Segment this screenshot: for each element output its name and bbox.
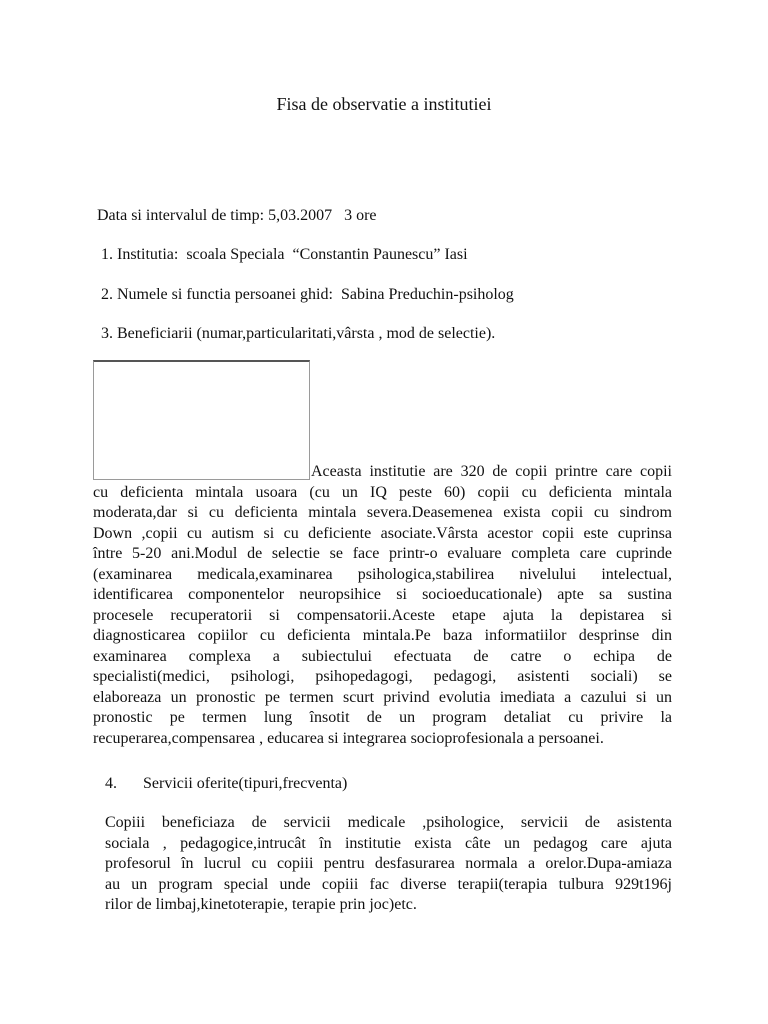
paragraph-line: cu deficienta mintala usoara (cu un IQ peste 60) copii cu deficienta mintala xyxy=(93,483,672,501)
paragraph-line: recuperarea,compensarea , educarea si integrarea socioprofesionala a persoanei. xyxy=(93,729,604,747)
paragraph-line: Aceasta institutie are 320 de copii printre care copii xyxy=(311,463,672,480)
list-item-text: Beneficiarii (numar,particularitati,vârsta , mod de selectie). xyxy=(117,325,496,342)
paragraph-line: rilor de limbaj,kinetoterapie, terapie prin joc)etc. xyxy=(105,896,417,913)
list-item-number: 4. xyxy=(105,775,117,792)
list-item-2 xyxy=(101,286,514,304)
paragraph-line: identificarea componentelor neuropsihice si socioeducationale) apte sa sustina xyxy=(93,586,672,603)
paragraph-line: între 5-20 ani.Modul de selectie se face printr-o evaluare completa care cuprinde xyxy=(93,545,672,562)
paragraph-line: Copiii beneficiaza de servicii medicale ,psihologice, servicii de asistenta xyxy=(105,814,672,831)
list-item-text: Numele si functia persoanei ghid: Sabina Preduchin-psiholog xyxy=(117,286,514,303)
list-item-4 xyxy=(105,775,347,793)
list-item-1 xyxy=(101,246,468,264)
list-item-number: 3. xyxy=(101,325,113,342)
date-line: Data si intervalul de timp: 5,03.2007 3 ore xyxy=(97,207,377,224)
paragraph-line: sociala , pedagogice,intrucât în institutie exista câte un pedagog care ajuta xyxy=(105,834,672,852)
paragraph-line: profesorul în lucrul cu copiii pentru desfasurarea normala a orelor.Dupa-amiaza xyxy=(105,855,672,872)
paragraph-line: au un program special unde copiii fac diverse terapii(terapia tulbura 929t196j xyxy=(105,875,672,893)
paragraph-line: (examinarea medicala,examinarea psihologica,stabilirea nivelului intelectual, xyxy=(93,565,672,583)
paragraph-line: moderata,dar si cu deficienta mintala severa.Deasemenea exista copii cu sindrom xyxy=(93,504,672,521)
paragraph-line: elaboreaza un pronostic pe termen scurt privind evolutia imediata a cazului si un xyxy=(93,688,672,706)
list-item-number: 2. xyxy=(101,286,113,303)
paragraph-line: diagnosticarea copiilor cu deficienta mintala.Pe baza informatiilor desprinse din xyxy=(93,627,672,644)
paragraph-line: Down ,copii cu autism si cu deficiente asociate.Vârsta acestor copii este cuprinsa xyxy=(93,524,672,542)
paragraph-line: pronostic pe termen lung însotit de un program detaliat cu privire la xyxy=(93,709,672,726)
paragraph-line: examinarea complexa a subiectului efectuata de catre o echipa de xyxy=(93,647,672,665)
document-title: Fisa de observatie a institutiei xyxy=(276,94,492,114)
list-item-3 xyxy=(101,325,495,343)
list-item-number: 1. xyxy=(101,246,113,263)
beneficiaries-paragraph xyxy=(93,462,672,749)
list-item-text: Institutia: scoala Speciala “Constantin Paunescu” Iasi xyxy=(117,246,468,263)
list-item-text: Servicii oferite(tipuri,frecventa) xyxy=(143,775,348,792)
services-paragraph xyxy=(105,813,672,916)
paragraph-line: specialisti(medici, psihologi, psihopedagogi, pedagogi, asistenti sociali) se xyxy=(93,668,672,685)
paragraph-line: procesele recuperatorii si compensatorii.Aceste etape ajuta la depistarea si xyxy=(93,606,672,624)
